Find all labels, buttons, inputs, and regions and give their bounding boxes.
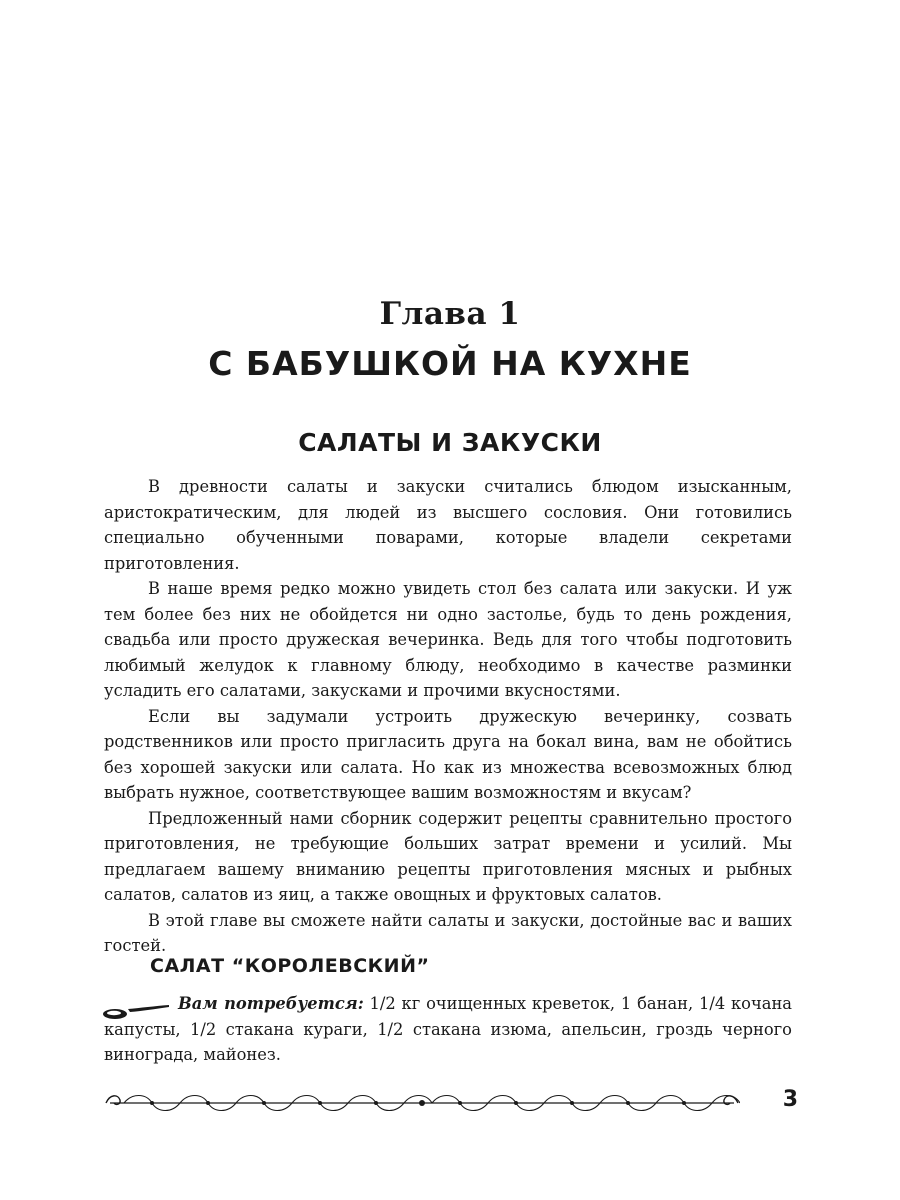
paragraph: Предложенный нами сборник содержит рецепты сравнительно простого приготовления, не требующие больших затрат времени и усилий. Мы предлагаем вашему вниманию рецепты приготовления мясных и рыбных салатов, салатов из яиц, а также овощных и фруктовых салатов. bbox=[104, 808, 792, 904]
chapter-label: Глава 1 bbox=[379, 296, 521, 332]
paragraph: Если вы задумали устроить дружескую вечеринку, созвать родственников или просто пригласить друга на бокал вина, вам не обойтись без хорошей закуски или салата. Но как из множества всевозможных блюд выбрать нужное, соответствующее вашим возможностям и вкусам? bbox=[104, 706, 792, 802]
ingredients-text: 1/2 кг очищенных креветок, 1 банан, 1/4 кочана капусты, 1/2 стакана кураги, 1/2 стакана изюма, апельсин, гроздь черного винограда, майонез. bbox=[104, 994, 793, 1064]
page-number: 3 bbox=[782, 1087, 798, 1112]
recipe-body bbox=[104, 991, 792, 1068]
chapter-title: С БАБУШКОЙ НА КУХНЕ bbox=[208, 344, 692, 383]
paragraph: В этой главе вы сможете найти салаты и закуски, достойные вас и ваших гостей. bbox=[104, 910, 792, 955]
recipe-ingredients bbox=[104, 991, 792, 1068]
needs-label: Вам потребуется: bbox=[178, 994, 364, 1013]
paragraph: В наше время редко можно увидеть стол без салата или закуски. И уж тем более без них не обойдется ни одно застолье, будь то день рождения, свадьба или просто дружеская вечеринка. Ведь для того чтобы подготовить любимый желудок к главному блюду, необходимо в качестве разминки усладить его салатами, закусками и прочими вкусностями. bbox=[104, 579, 792, 700]
recipe-title: САЛАТ “КОРОЛЕВСКИЙ” bbox=[150, 955, 430, 977]
section-body bbox=[104, 474, 792, 959]
decorative-border bbox=[104, 1090, 740, 1116]
paragraph: В древности салаты и закуски считались блюдом изысканным, аристократическим, для людей из высшего сословия. Они готовились специально обученными поварами, которые владели секретами приготовления. bbox=[104, 477, 792, 573]
section-title: САЛАТЫ И ЗАКУСКИ bbox=[298, 428, 602, 457]
